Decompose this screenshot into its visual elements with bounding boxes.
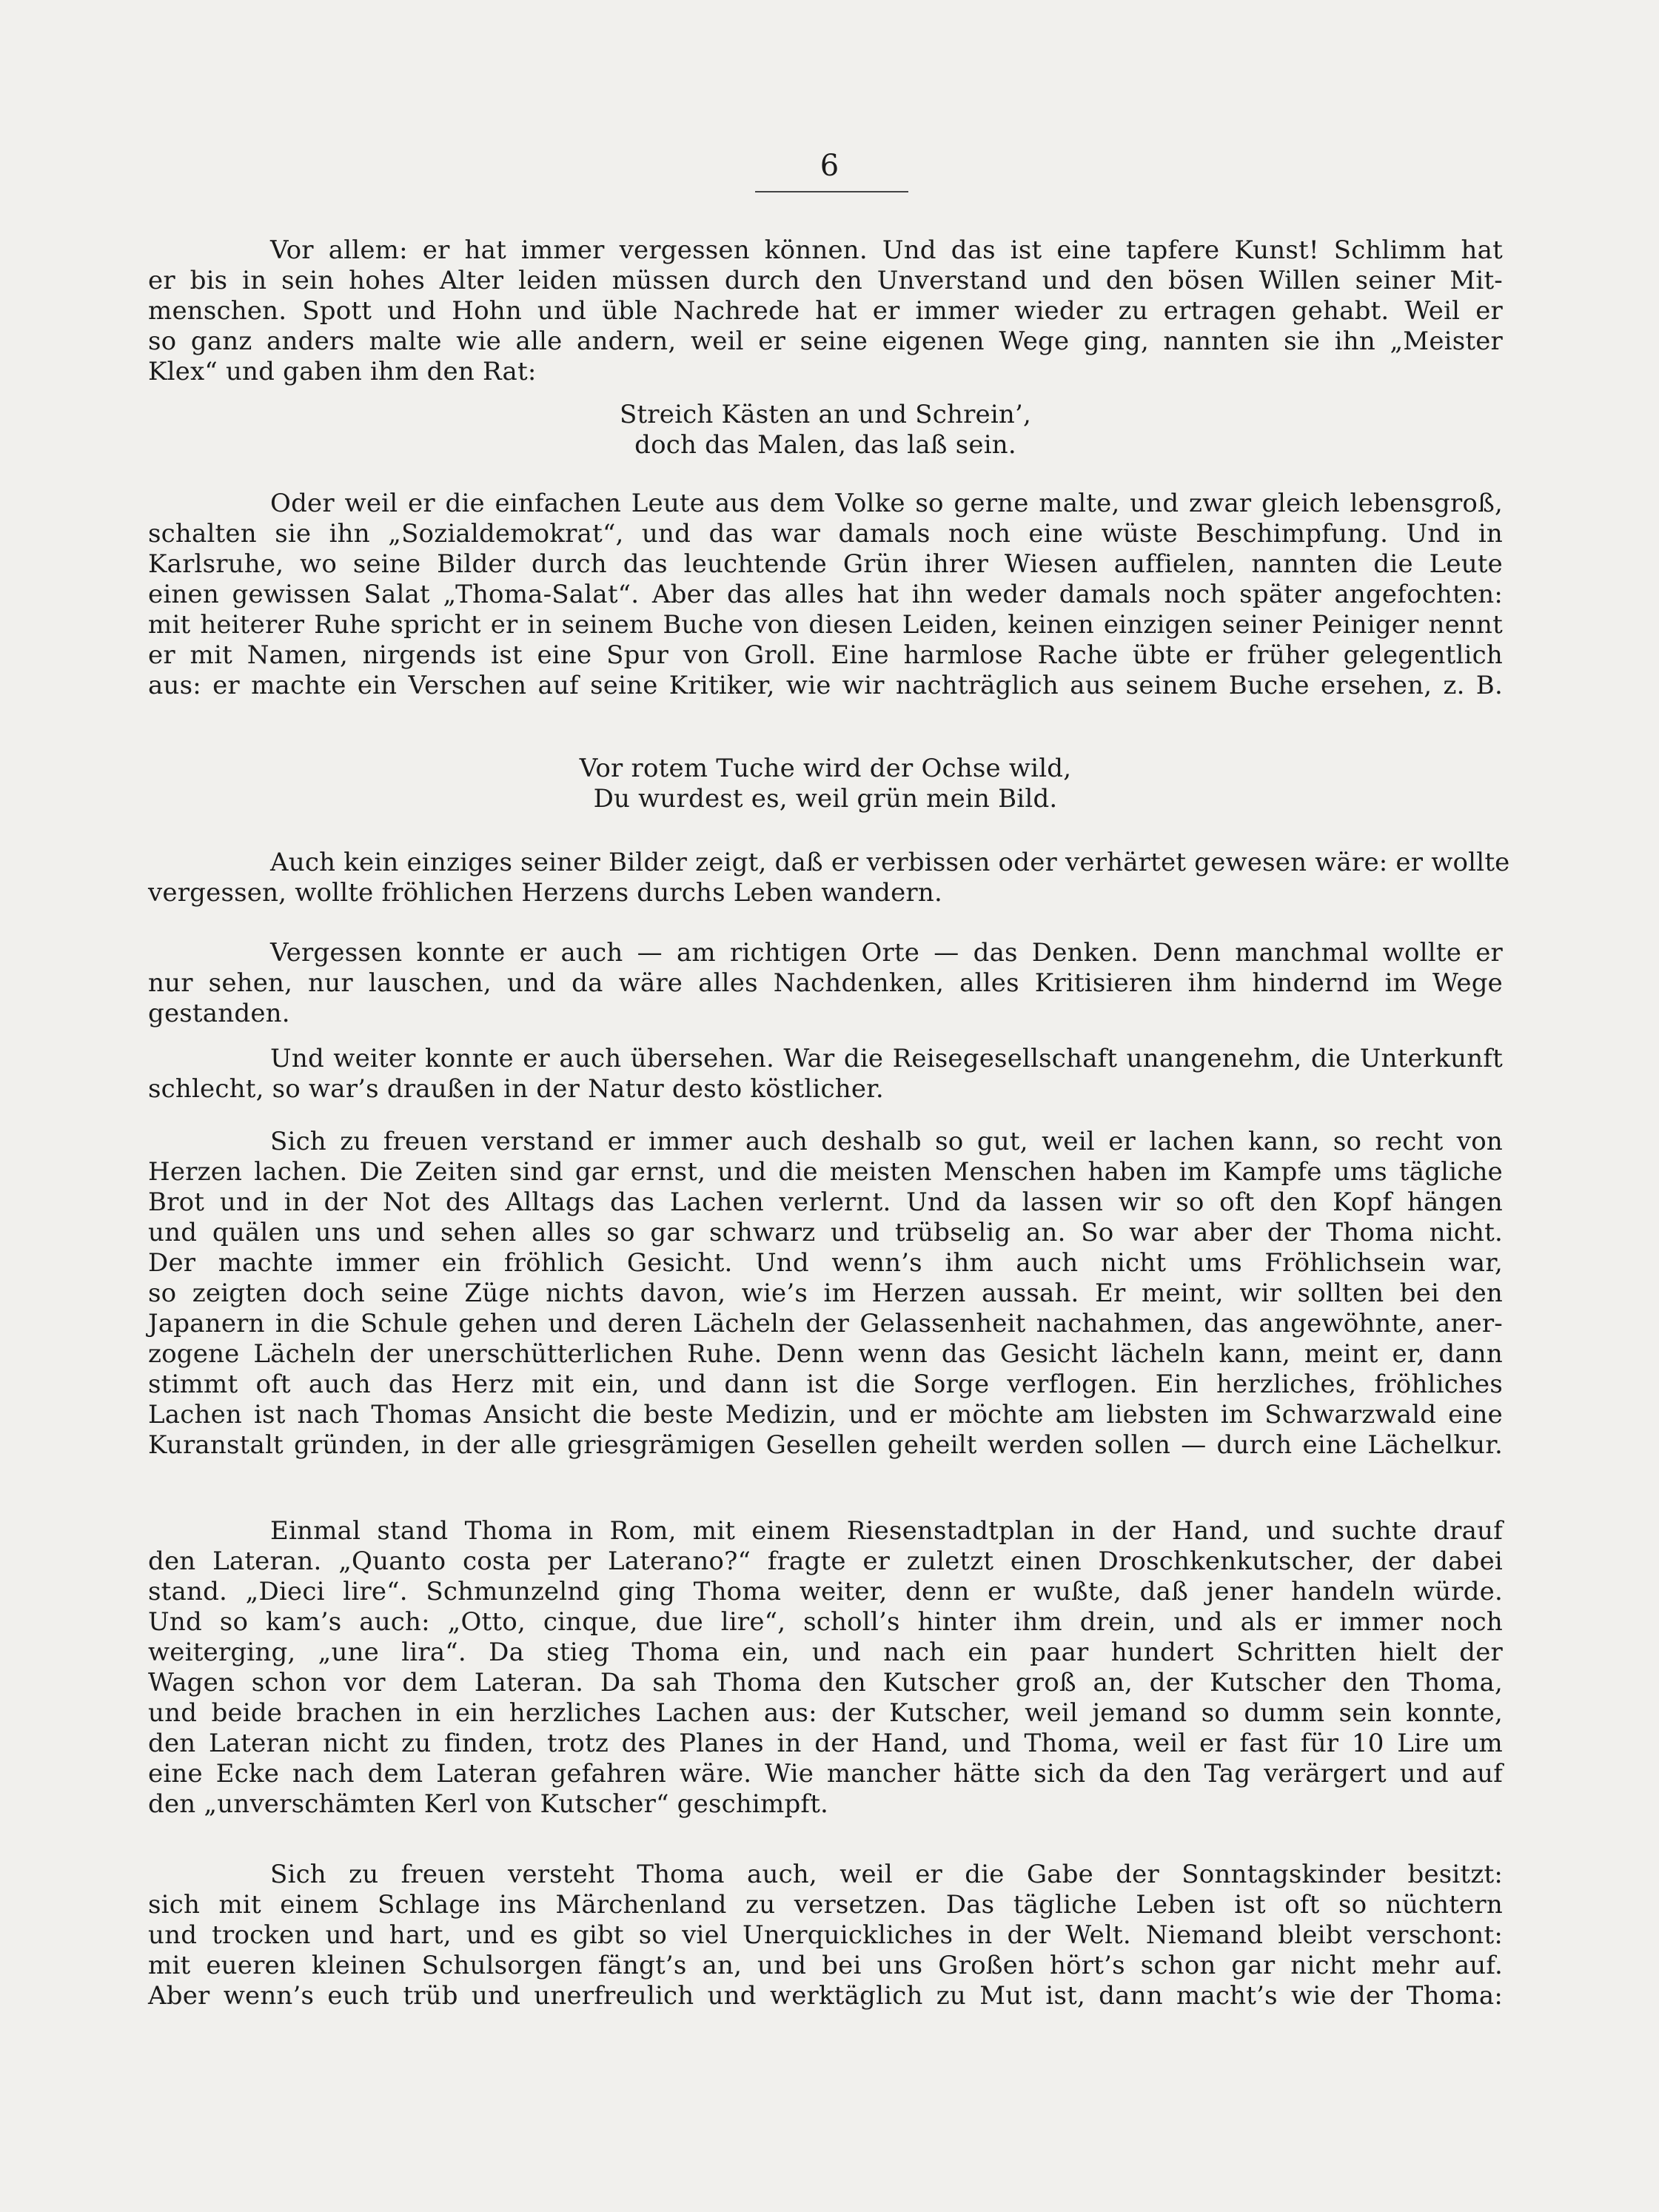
text-line: und trocken und hart, und es gibt so viel Unerquickliches in der Welt. Niemand bleibt verschont: <box>148 1920 1503 1950</box>
text-line: den Lateran. „Quanto costa per Laterano?“ fragte er zuletzt einen Droschkenkutscher, der dabei <box>148 1546 1503 1576</box>
text-line: Der machte immer ein fröhlich Gesicht. Und wenn’s ihm auch nicht ums Fröhlichsein war, <box>148 1248 1503 1278</box>
text-line: aus: er machte ein Verschen auf seine Kritiker, wie wir nachträglich aus seinem Buche ersehen, z. B. <box>148 671 1503 700</box>
text-line: Japanern in die Schule gehen und deren Lächeln der Gelassenheit nachahmen, das angewöhnte, aner- <box>148 1309 1503 1338</box>
paragraph-5 <box>148 1044 1503 1105</box>
verse-2 <box>148 754 1503 814</box>
text-line: den Lateran nicht zu finden, trotz des Planes in der Hand, und Thoma, weil er fast für 10 Lire um <box>148 1729 1503 1758</box>
text-line: sich mit einem Schlage ins Märchenland zu versetzen. Das tägliche Leben ist oft so nüchtern <box>148 1890 1503 1920</box>
text-line: Oder weil er die einfachen Leute aus dem Volke so gerne malte, und zwar gleich lebensgroß, <box>270 489 1503 518</box>
text-line: Karlsruhe, wo seine Bilder durch das leuchtende Grün ihrer Wiesen auffielen, nannten die Leute <box>148 549 1503 579</box>
paragraph-1 <box>148 235 1503 387</box>
text-line: mit heiterer Ruhe spricht er in seinem Buche von diesen Leiden, keinen einzigen seiner Peiniger nennt <box>148 610 1503 640</box>
page-number-rule <box>755 191 908 192</box>
text-line: den „unverschämten Kerl von Kutscher“ geschimpft. <box>148 1789 829 1819</box>
text-line: vergessen, wollte fröhlichen Herzens durchs Leben wandern. <box>148 878 942 908</box>
paragraph-2 <box>148 489 1503 701</box>
paragraph-8 <box>148 1860 1503 2011</box>
verse-line: doch das Malen, das laß sein. <box>634 430 1016 460</box>
text-line: so ganz anders malte wie alle andern, weil er seine eigenen Wege ging, nannten sie ihn „Meister <box>148 326 1503 356</box>
text-line: er mit Namen, nirgends ist eine Spur von Groll. Eine harmlose Rache übte er früher gelegentlich <box>148 640 1503 670</box>
text-line: und quälen uns und sehen alles so gar schwarz und trübselig an. So war aber der Thoma nicht. <box>148 1218 1503 1247</box>
text-line: Einmal stand Thoma in Rom, mit einem Riesenstadtplan in der Hand, und suchte drauf <box>270 1516 1503 1546</box>
paragraph-3 <box>148 848 1510 908</box>
page-number: 6 <box>820 149 839 183</box>
text-line: Auch kein einziges seiner Bilder zeigt, daß er verbissen oder verhärtet gewesen wäre: er wollte <box>270 848 1510 877</box>
paragraph-6 <box>148 1127 1503 1461</box>
text-line: Sich zu freuen verstand er immer auch deshalb so gut, weil er lachen kann, so recht von <box>270 1127 1503 1156</box>
text-line: Wagen schon vor dem Lateran. Da sah Thoma den Kutscher groß an, der Kutscher den Thoma, <box>148 1668 1503 1697</box>
text-line: gestanden. <box>148 999 290 1028</box>
text-line: Kuranstalt gründen, in der alle griesgrämigen Gesellen geheilt werden sollen — durch eine Lächelkur. <box>148 1430 1503 1460</box>
text-line: Herzen lachen. Die Zeiten sind gar ernst, und die meisten Menschen haben im Kampfe ums tägliche <box>148 1157 1503 1187</box>
text-line: nur sehen, nur lauschen, und da wäre alles Nachdenken, alles Kritisieren ihm hindernd im Wege <box>148 968 1503 998</box>
paragraph-7 <box>148 1516 1503 1820</box>
text-line: Sich zu freuen versteht Thoma auch, weil er die Gabe der Sonntagskinder besitzt: <box>270 1860 1503 1889</box>
verse-line: Du wurdest es, weil grün mein Bild. <box>593 784 1058 814</box>
text-line: so zeigten doch seine Züge nichts davon, wie’s im Herzen aussah. Er meint, wir sollten bei den <box>148 1278 1503 1308</box>
text-line: mit eueren kleinen Schulsorgen fängt’s an, und bei uns Großen hört’s schon gar nicht mehr auf. <box>148 1951 1503 1980</box>
text-line: Aber wenn’s euch trüb und unerfreulich und werktäglich zu Mut ist, dann macht’s wie der Thoma: <box>148 1981 1503 2011</box>
text-line: Und so kam’s auch: „Otto, cinque, due lire“, scholl’s hinter ihm drein, und als er immer noch <box>148 1607 1503 1637</box>
verse-1 <box>148 400 1503 460</box>
text-line: stimmt oft auch das Herz mit ein, und dann ist die Sorge verflogen. Ein herzliches, fröhliches <box>148 1370 1503 1399</box>
text-line: er bis in sein hohes Alter leiden müssen durch den Unverstand und den bösen Willen seiner Mit- <box>148 266 1503 295</box>
text-line: einen gewissen Salat „Thoma-Salat“. Aber das alles hat ihn weder damals noch später angefochten: <box>148 580 1503 609</box>
text-line: und beide brachen in ein herzliches Lachen aus: der Kutscher, weil jemand so dumm sein konnte, <box>148 1698 1503 1728</box>
text-line: schalten sie ihn „Sozialdemokrat“, und das war damals noch eine wüste Beschimpfung. Und in <box>148 519 1503 549</box>
text-line: stand. „Dieci lire“. Schmunzelnd ging Thoma weiter, denn er wußte, daß jener handeln würde. <box>148 1577 1503 1606</box>
text-line: zogene Lächeln der unerschütterlichen Ruhe. Denn wenn das Gesicht lächeln kann, meint er, dann <box>148 1339 1503 1369</box>
text-line: Lachen ist nach Thomas Ansicht die beste Medizin, und er möchte am liebsten im Schwarzwald eine <box>148 1400 1503 1430</box>
text-line: Und weiter konnte er auch übersehen. War die Reisegesellschaft unangenehm, die Unterkunft <box>270 1044 1503 1073</box>
text-line: weiterging, „une lira“. Da stieg Thoma ein, und nach ein paar hundert Schritten hielt der <box>148 1638 1503 1667</box>
text-line: Klex“ und gaben ihm den Rat: <box>148 357 537 386</box>
paragraph-4 <box>148 938 1503 1029</box>
text-line: Brot und in der Not des Alltags das Lachen verlernt. Und da lassen wir so oft den Kopf hängen <box>148 1187 1503 1217</box>
text-line: Vor allem: er hat immer vergessen können. Und das ist eine tapfere Kunst! Schlimm hat <box>270 235 1503 265</box>
verse-line: Vor rotem Tuche wird der Ochse wild, <box>579 754 1072 783</box>
verse-line: Streich Kästen an und Schrein’, <box>619 400 1032 429</box>
text-line: menschen. Spott und Hohn und üble Nachrede hat er immer wieder zu ertragen gehabt. Weil er <box>148 296 1503 326</box>
text-line: Vergessen konnte er auch — am richtigen Orte — das Denken. Denn manchmal wollte er <box>270 938 1503 968</box>
text-line: eine Ecke nach dem Lateran gefahren wäre. Wie mancher hätte sich da den Tag verärgert und auf <box>148 1759 1503 1789</box>
text-line: schlecht, so war’s draußen in der Natur desto köstlicher. <box>148 1074 884 1104</box>
